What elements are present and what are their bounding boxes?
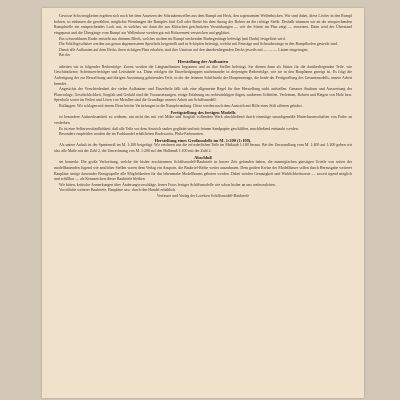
paragraph: Die Schiffsgeschütze werden aus genau abgemessenen Sperrholz hergestellt und in Schöpfen befestigt, welche mit Feinsäge und Schraubzwinge in den Rumpfboden gesteckt sind. [59, 42, 338, 47]
paragraph: sei bemerkt: Die große Verbreitung, welche die bisher erschienenen Schiffsmodell-Baubriefe in kurzer Zeit gefunden haben, die mannigfachen günstigen Urteile von seiten der modellbauenden Jugend wie amtlicher Stellen waren dem Verlag ein Ansporn, die Baubrief-Reihe weiter auszubauen. Dem großen Kreise der Modellbauer sollen durch Herausgabe weiterer Baupläne stetige dauernder Bezugsquelle alle Möglichkeiten für das lebensnahe Modellbauen geboten werden. Dabei werden Genauigkeit und Wirklichkeitstreue — soweit irgend möglich und erfüllbar — als Kennzeichen dieser Baubriefe bleiben. [54, 160, 352, 182]
document-page [42, 8, 364, 398]
paragraph: Gewisse Schwierigkeiten ergeben sich noch bei dem Ansetzen der Schraubenwellen aus dem Rumpf am Heck, den sogenannten Wellenböcken. Wir sind dabei, diese Löcher in den Rumpf bohren, so einbauen die gewählten, möglichst Wendungen die Rumpfes fünf Zoll oder Breite bis dem Anzug der Bohrer an die richtige Stelle. Deshalb stimmen wir an der entsprechenden Rumpfstelle ein entsprechendes Loch aus, in welches wir dann die aus Klötzchen geschnitzten Verstärkungen — wie der Stiene im Plan zeigt — einsetzen. Dann wird der Überstand eingepasst und die Übergänge vom Rumpf zur Wellenhose werden gut mit Holzzement verstrichen und geglättet. [54, 14, 352, 35]
section-heading: Herstellung der Aufbauten [177, 59, 229, 64]
paragraph: Damit alle Aufbauten auf dem Decks ihren richtigen Platz erhalten, sind ihre Umrisse auf den danebenliegenden Decks jeweils mit — — — Linien eingetragen. [59, 47, 309, 52]
paragraph: Als untere Anhalt ist der Spantenriß im M. 1:200 beigefügt. Wir zeichnen uns die erforderlichen Teile im Maßstab 1:100 heraus. Bei der Umwandlung vom M. 1:400 auf 1:200 gehen wir also alle Maße mit der Zahl 2, die Umrechnung von M. 1:200 auf den Halbmaß 1:100 mit der Zahl 2. [54, 143, 352, 153]
section-heading: Abschluß [194, 154, 212, 160]
paragraph: arbeiten wir in folgender Reihenfolge: Zuerst werden die Längsaufbauten begonnen und an ihre Stellen befestigt. Sie dienen dann als Stütze für die darüberliegenden Teile, wie Geschütztürme, Scheinwerferträger und Leitstände u.a. Dann erfolgen die Einzelteilgruppen nacheinander in derjenigen Reihenfolge, wie sie in den Bauplänen gezeigt ist. Es folgt die Anfertigung der zur Bewaffnung und übrigen Ausrüstung gehörenden Teile, in der die feineren Schiffsteile der Hauptmontage, die beide der Fertigstellung des Gesamtmodells, unsere Arbeit beendet. [54, 64, 352, 86]
section-heading: Herstellung eines Großmodells im M. 1:200 (1:100). [154, 137, 252, 143]
paragraph: Es ist eine Selbstverständlichkeit, daß alle Teile vor dem Anstrich sauber geglättet und mit feinem Sandpapier geschliffen, anschließend entstaubt werden. [59, 126, 299, 131]
paragraph: Besonders empfehlen werden die im Fachhandel erhältlichen Buchwachs, Phila-Farbenarten. [59, 132, 204, 137]
paragraph: ist besondere Aufmerksamkeit zu widmen, um nicht das mit viel Mühe und Sorgfalt vollendete Werk abschließend durch einseitige unsachgemäße Hinterlassenschaften von Farbe zu verderben. [54, 115, 352, 125]
document-body [54, 14, 352, 200]
section-heading: Fertigstellung des fertigen Modells [170, 109, 236, 115]
paragraph: Bullaugen: Wir schlagen mit einem Dorn leichte Vertiefungen in die Rumpfwandung. Diese werden nach dem Anstrich mit Hilfe einer Stift offenen gebohrt. [59, 104, 303, 108]
paragraph: Angesichts der Verschiedenheit der vielen Aufbauten- und Einzelteile fällt sich eine allgemeine Regel für ihre Herstellung nicht aufstellen. Genaues Studium und Auswertung der Planvorlage, Geschicklichkeit, Sorgfalt und Geduld sind die Voraussetzungen, einige Erfahrung im rechtwinkligen Sägen, sauberem Schleifen, Verleimen, Bohren und Biegen von Holz bzw. Sperrholz sowie im Feilen und Löten von Metallen sind die Grundlage unserer Arbeit am Schiffsmodell. [54, 87, 352, 103]
paragraph: Bei der [59, 53, 71, 58]
publisher-signature: Verfasser und Verlag der Lorelsen Schiffsmodell-Baubriefe [156, 194, 250, 198]
paragraph: Wir bitten, kritische Anmerkungen über Änderungsvorschläge, ferner Fotos fertiger Schiffsmodelle wie schon bisher an uns weiterzuleiten. [59, 182, 276, 187]
paragraph: Ein schwenkbares Ruder entsteht aus dünnem Blech, welches an dem im Rumpf steckenden Rudergestänge befestigt (mit Draht) festgelötet wird. [59, 36, 286, 41]
paragraph: Vorrätliche weiterer Baubriefe, Baupläne usw. durch den Handel erhältlich. [59, 188, 177, 193]
